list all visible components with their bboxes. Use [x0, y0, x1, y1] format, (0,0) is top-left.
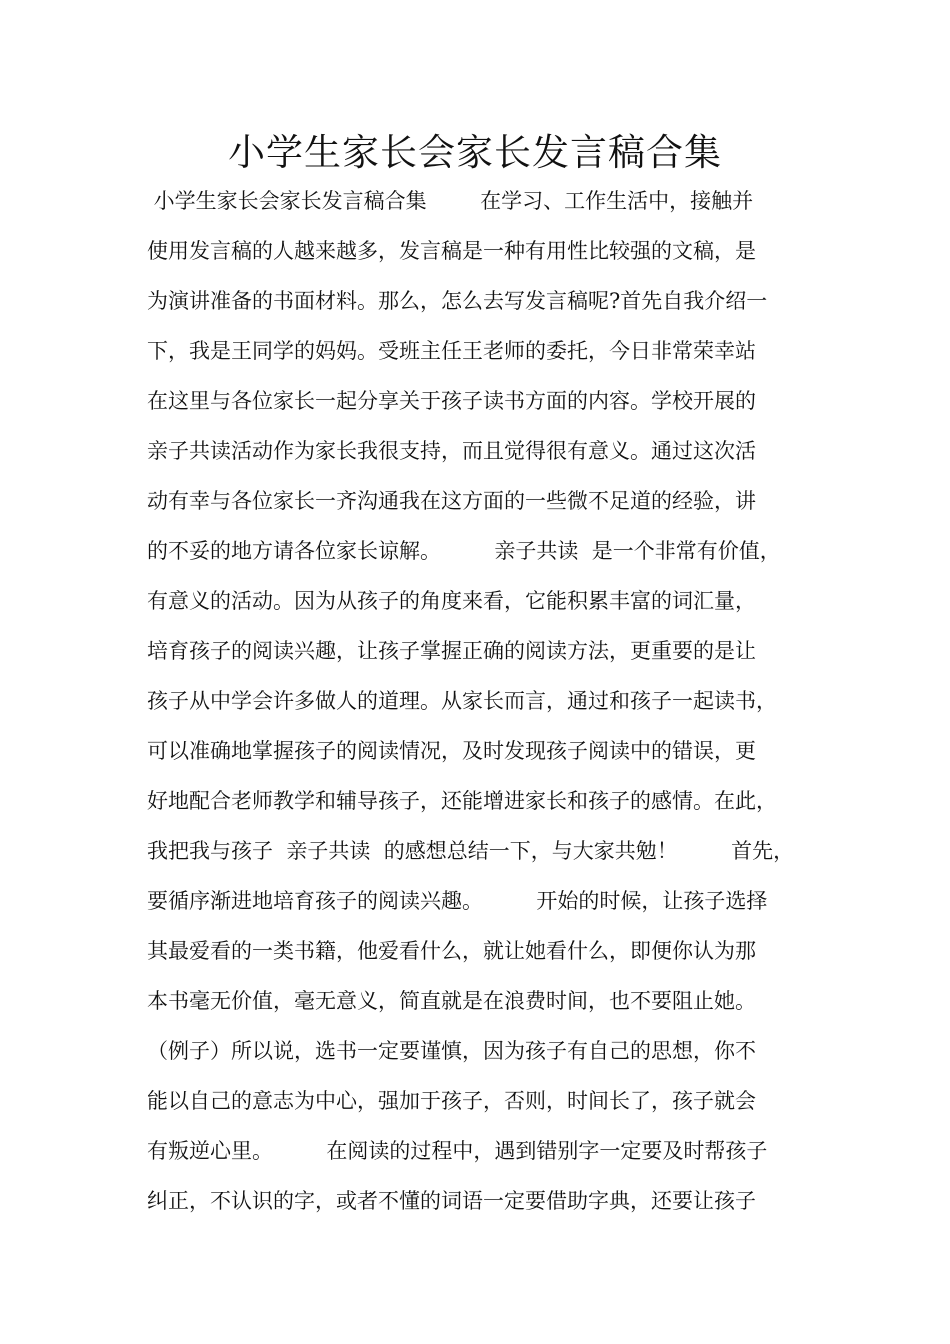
body-line: 孩子从中学会许多做人的道理。从家长而言，通过和孩子一起读书， [147, 689, 777, 713]
body-line: 有意义的活动。因为从孩子的角度来看，它能积累丰富的词汇量， [147, 589, 756, 613]
body-line: 在这里与各位家长一起分享关于孩子读书方面的内容。学校开展的 [147, 389, 756, 413]
document-title: 小学生家长会家长发言稿合集 [228, 131, 722, 174]
body-line: 能以自己的意志为中心，强加于孩子，否则，时间长了，孩子就会 [147, 1089, 756, 1113]
body-line: 其最爱看的一类书籍，他爱看什么，就让她看什么，即便你认为那 [147, 939, 756, 963]
body-line: 小学生家长会家长发言稿合集 在学习、工作生活中，接触并 [147, 189, 754, 213]
body-line: 可以准确地掌握孩子的阅读情况，及时发现孩子阅读中的错误，更 [147, 739, 756, 763]
body-line: （例子）所以说，选书一定要谨慎，因为孩子有自己的思想，你不 [147, 1039, 756, 1063]
body-line: 有叛逆心里。 在阅读的过程中，遇到错别字一定要及时帮孩子 [147, 1139, 768, 1163]
body-line: 下，我是王同学的妈妈。受班主任王老师的委托，今日非常荣幸站 [147, 339, 756, 363]
body-line: 要循序渐进地培育孩子的阅读兴趣。 开始的时候，让孩子选择 [147, 889, 768, 913]
body-line: 本书毫无价值，毫无意义，简直就是在浪费时间，也不要阻止她。 [147, 989, 756, 1013]
body-line: 好地配合老师教学和辅导孩子，还能增进家长和孩子的感情。在此， [147, 789, 777, 813]
body-line: 的不妥的地方请各位家长谅解。 亲子共读 是一个非常有价值， [147, 539, 781, 563]
body-line: 我把我与孩子 亲子共读 的感想总结一下，与大家共勉！ 首先， [147, 839, 795, 863]
body-line: 亲子共读活动作为家长我很支持，而且觉得很有意义。通过这次活 [147, 439, 756, 463]
body-line: 为演讲准备的书面材料。那么，怎么去写发言稿呢?首先自我介绍一 [147, 289, 768, 313]
document-body [147, 180, 827, 1230]
body-line: 纠正，不认识的字，或者不懂的词语一定要借助字典，还要让孩子 [147, 1189, 756, 1213]
body-line: 动有幸与各位家长一齐沟通我在这方面的一些微不足道的经验，讲 [147, 489, 756, 513]
body-line: 培育孩子的阅读兴趣，让孩子掌握正确的阅读方法，更重要的是让 [147, 639, 756, 663]
body-line: 使用发言稿的人越来越多，发言稿是一种有用性比较强的文稿，是 [147, 239, 756, 263]
